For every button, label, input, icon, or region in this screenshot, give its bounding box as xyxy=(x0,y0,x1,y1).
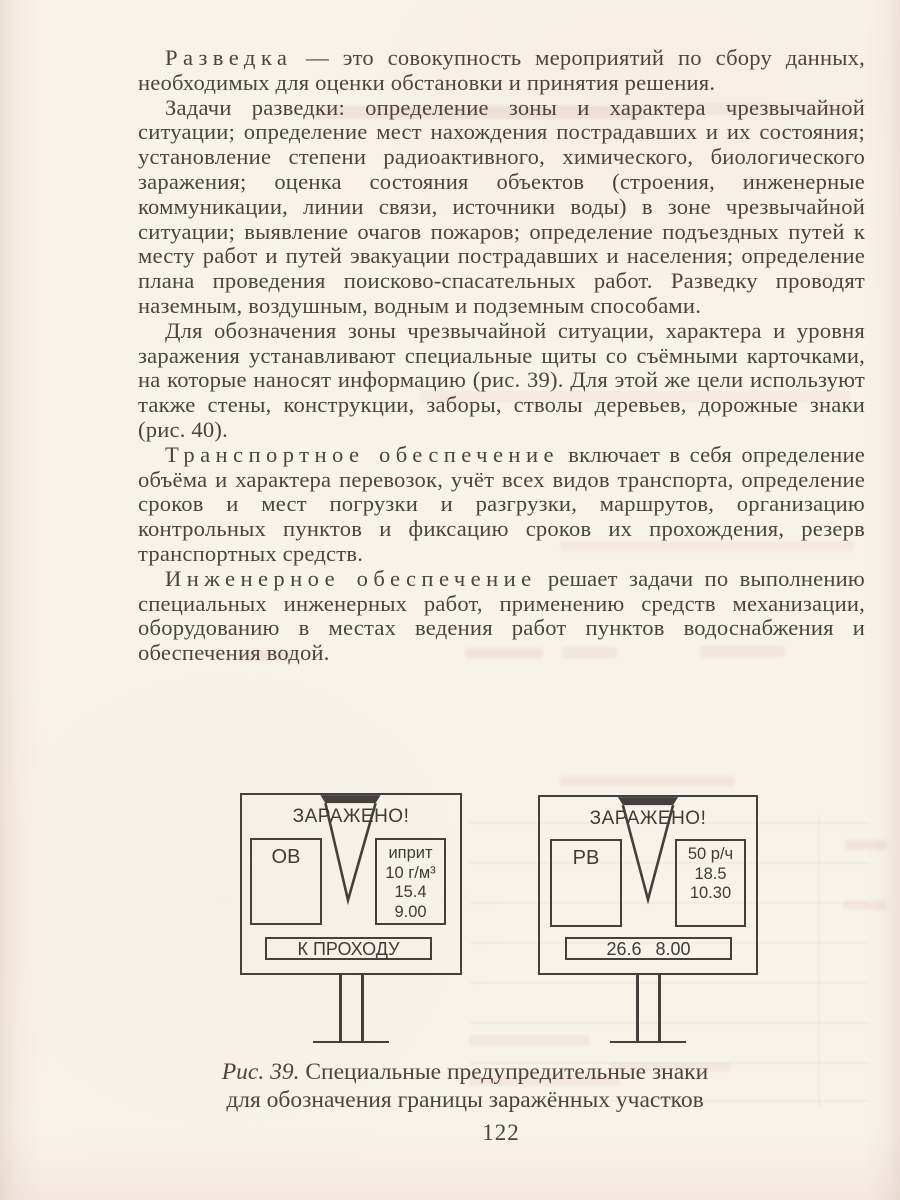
sign-post xyxy=(313,975,389,1043)
body-text xyxy=(138,46,865,666)
sign-data-card xyxy=(375,838,446,925)
card-line: 10 г/м³ xyxy=(385,863,436,882)
paragraph-razvedka xyxy=(138,46,865,96)
sign-date-box: 26.6 8.00 xyxy=(565,937,732,960)
paragraph-lead: Разведка xyxy=(165,45,293,70)
figure-caption xyxy=(100,1058,830,1114)
paragraph-transport xyxy=(138,443,865,567)
card-line: 9.00 xyxy=(394,902,427,921)
warning-sign-chemical xyxy=(240,793,462,975)
paragraph-text: Для обозначения зоны чрезвычайной ситуации, характера и уровня заражения устанавливают специальные щиты со съёмными карточками, на которые наносят информацию (рис. 39). Для этой же цели используют также стены, конструкции, заборы, стволы деревьев, дорожные знаки (рис. 40). xyxy=(138,317,865,442)
card-line: 50 р/ч xyxy=(687,845,734,863)
sign-agent-box xyxy=(250,838,322,925)
sign-data-card xyxy=(675,839,746,927)
card-line: 10.30 xyxy=(689,884,732,902)
card-line: иприт xyxy=(388,844,433,862)
sign-passage-box: К ПРОХОДУ xyxy=(265,937,432,960)
paragraph-text: — это совокупность мероприятий по сбору данных, необходимых для оценки обстановки и принятия решения. xyxy=(138,45,865,95)
sign-header-label: ЗАРАЖЕНО! xyxy=(589,808,707,829)
paragraph-lead: Инженерное обеспечение xyxy=(165,565,537,591)
paragraph-lead: Транспортное обеспечение xyxy=(165,441,559,467)
page-number: 122 xyxy=(482,1120,520,1145)
paragraph-text: Задачи разведки: определение зоны и характера чрезвычайной ситуации; определение мест нахождения пострадавших и их состояния; установление степени радиоактивного, химического, биологического заражения; оценка состояния объектов (строения, инженерные коммуникации, линии связи, источники воды) в зоне чрезвычайной ситуации; выявление очагов пожаров; определение подъездных путей к месту работ и путей эвакуации пострадавших и населения; определение плана проведения поисково-спасательных работ. Разведку проводят наземным, воздушным, водным и подземным способами. xyxy=(138,94,865,318)
sign-agent-box xyxy=(550,839,622,927)
caption-figure-ref: Рис. 39. xyxy=(221,1059,300,1085)
card-line: 18.5 xyxy=(694,864,727,883)
paragraph-text: решает задачи по выполнению специальных инженерных работ, применению средств механизации, оборудованию в местах ведения работ пунктов водоснабжения и обеспечения водой. xyxy=(138,565,866,666)
paragraph-zadachi xyxy=(138,96,865,319)
sign-agent-label: РВ xyxy=(572,847,600,869)
caption-line-2: для обозначения границы заражённых участков xyxy=(226,1087,704,1113)
caption-line-1 xyxy=(100,1058,830,1086)
sign-post xyxy=(610,975,686,1043)
paragraph-oboznachenie xyxy=(138,319,865,443)
warning-sign-radioactive xyxy=(538,795,758,975)
sign-agent-label: ОВ xyxy=(271,846,301,868)
sign-header-label: ЗАРАЖЕНО! xyxy=(292,806,410,827)
paragraph-text: включает в себя определение объёма и характера перевозок, учёт всех видов транспорта, определение сроков и мест погрузки и разгрузки, маршрутов, организацию контрольных пунктов и фиксацию сроков их прохождения, резерв транспортных средств. xyxy=(138,441,865,566)
card-line: 15.4 xyxy=(394,883,427,901)
paragraph-inzhenernoe xyxy=(138,567,865,666)
caption-text: Специальные предупредительные знаки xyxy=(299,1059,709,1085)
